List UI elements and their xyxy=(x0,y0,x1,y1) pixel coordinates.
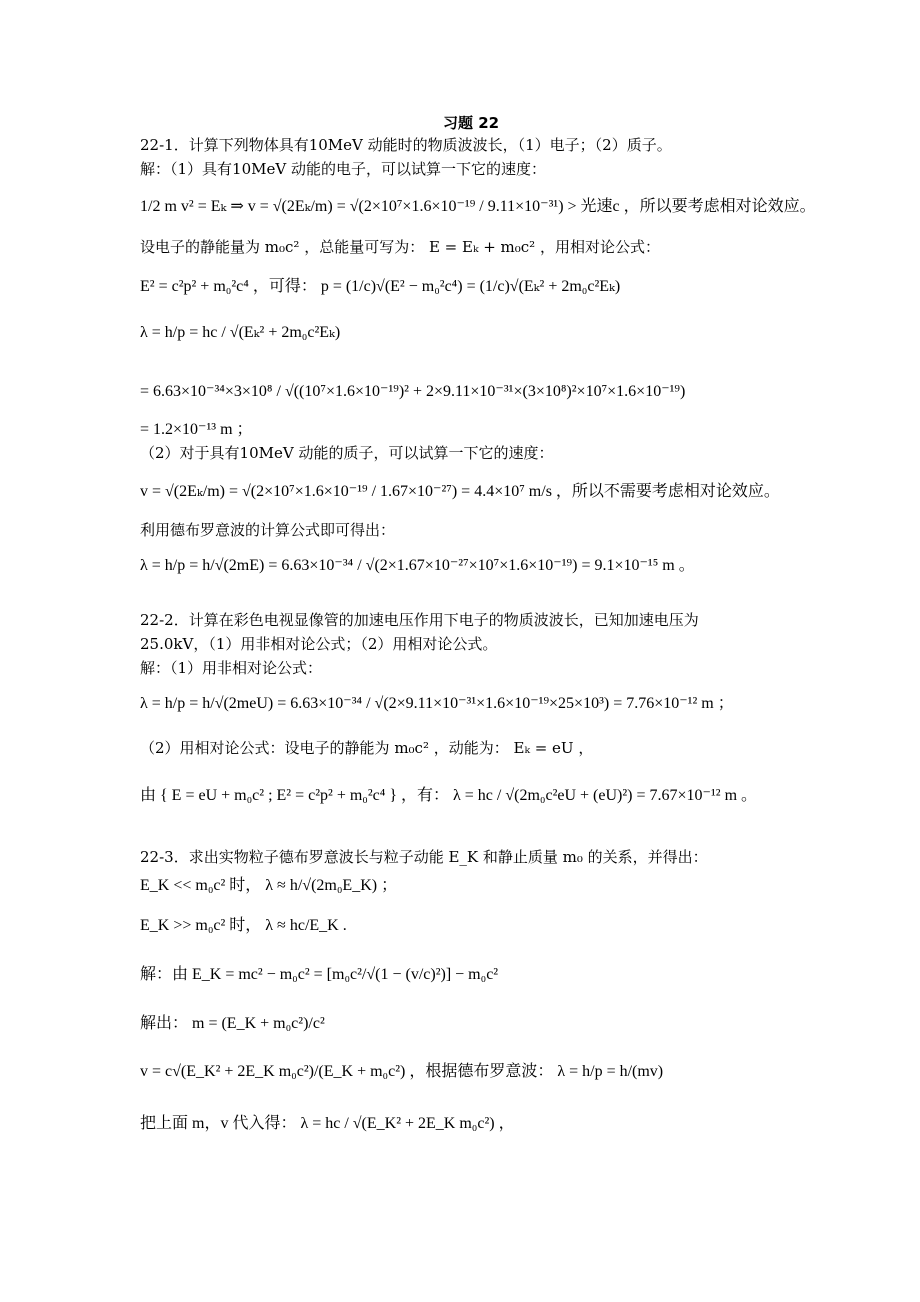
equation-final-wavelength: 把上面 m，v 代入得： λ = hc / √(E_K² + 2E_K m₀c²) ， xyxy=(140,1115,515,1132)
problem-22-1-rest-energy: 设电子的静能量为 m₀c² ，总能量可写为： E = Eₖ + m₀c² ，用相对论公式： xyxy=(140,238,660,256)
equation-proton-result: λ = h/p = h/√(2mE) = 6.63×10⁻³⁴ / √(2×1.67×10⁻²⁷×10⁷×1.6×10⁻¹⁹) = 9.1×10⁻¹⁵ m 。 xyxy=(140,557,695,574)
problem-22-1-step-electron: 解：（1）具有10MeV 动能的电子，可以试算一下它的速度： xyxy=(140,160,546,178)
page-title: 习题 22 xyxy=(443,114,500,132)
equation-mass: 解出： m = (E_K + m₀c²)/c² xyxy=(140,1015,325,1032)
problem-22-1-question: 22-1．计算下列物体具有10MeV 动能时的物质波波长，（1）电子；（2）质子。 xyxy=(140,136,672,154)
problem-22-2-question-line1: 22-2．计算在彩色电视显像管的加速电压作用下电子的物质波波长，已知加速电压为 xyxy=(140,611,699,629)
problem-22-1-de-broglie-note: 利用德布罗意波的计算公式即可得出： xyxy=(140,521,396,539)
problem-22-3-question: 22-3．求出实物粒子德布罗意波长与粒子动能 E_K 和静止质量 m₀ 的关系，并得出： xyxy=(140,848,708,866)
equation-electron-speed: 1/2 m v² = Eₖ ⇒ v = √(2Eₖ/m) = √(2×10⁷×1.6×10⁻¹⁹ / 9.11×10⁻³¹) > 光速c ，所以要考虑相对论效应。 xyxy=(140,198,816,215)
problem-22-2-step-nonrelativistic: 解：（1）用非相对论公式： xyxy=(140,659,323,677)
equation-velocity: v = c√(E_K² + 2E_K m₀c²)/(E_K + m₀c²) ，根据德布罗意波： λ = h/p = h/(mv) xyxy=(140,1063,664,1080)
equation-proton-speed: v = √(2Eₖ/m) = √(2×10⁷×1.6×10⁻¹⁹ / 1.67×10⁻²⁷) = 4.4×10⁷ m/s ，所以不需要考虑相对论效应。 xyxy=(140,483,780,500)
problem-22-2-question-line2: 25.0kV，（1）用非相对论公式；（2）用相对论公式。 xyxy=(140,635,498,653)
equation-electron-result: = 1.2×10⁻¹³ m ； xyxy=(140,421,253,438)
condition-low-energy: E_K << m₀c² 时， λ ≈ h/√(2m₀E_K) ； xyxy=(140,877,398,894)
equation-relativistic-wavelength: 由 { E = eU + m₀c² ; E² = c²p² + m₀²c⁴ } ，有： λ = hc / √(2m₀c²eU + (eU)²) = 7.67×10⁻¹² m 。 xyxy=(140,787,758,804)
equation-kinetic-energy: 解：由 E_K = mc² − m₀c² = [m₀c²/√(1 − (v/c)²)] − m₀c² xyxy=(140,966,499,983)
equation-nonrelativistic-wavelength: λ = h/p = h/√(2meU) = 6.63×10⁻³⁴ / √(2×9.11×10⁻³¹×1.6×10⁻¹⁹×25×10³) = 7.76×10⁻¹² m ； xyxy=(140,695,734,712)
problem-22-2-step-relativistic: （2）用相对论公式：设电子的静能为 m₀c² ，动能为： Eₖ = eU ， xyxy=(140,739,594,757)
equation-wavelength-numeric: = 6.63×10⁻³⁴×3×10⁸ / √((10⁷×1.6×10⁻¹⁹)² + 2×9.11×10⁻³¹×(3×10⁸)²×10⁷×1.6×10⁻¹⁹) xyxy=(140,383,686,400)
problem-22-1-step-proton: （2）对于具有10MeV 动能的质子，可以试算一下它的速度： xyxy=(140,444,554,462)
equation-momentum: E² = c²p² + m₀²c⁴ ，可得： p = (1/c)√(E² − m₀²c⁴) = (1/c)√(Eₖ² + 2m₀c²Eₖ) xyxy=(140,278,621,295)
condition-high-energy: E_K >> m₀c² 时， λ ≈ hc/E_K . xyxy=(140,917,347,934)
equation-wavelength-formula: λ = h/p = hc / √(Eₖ² + 2m₀c²Eₖ) xyxy=(140,324,341,341)
